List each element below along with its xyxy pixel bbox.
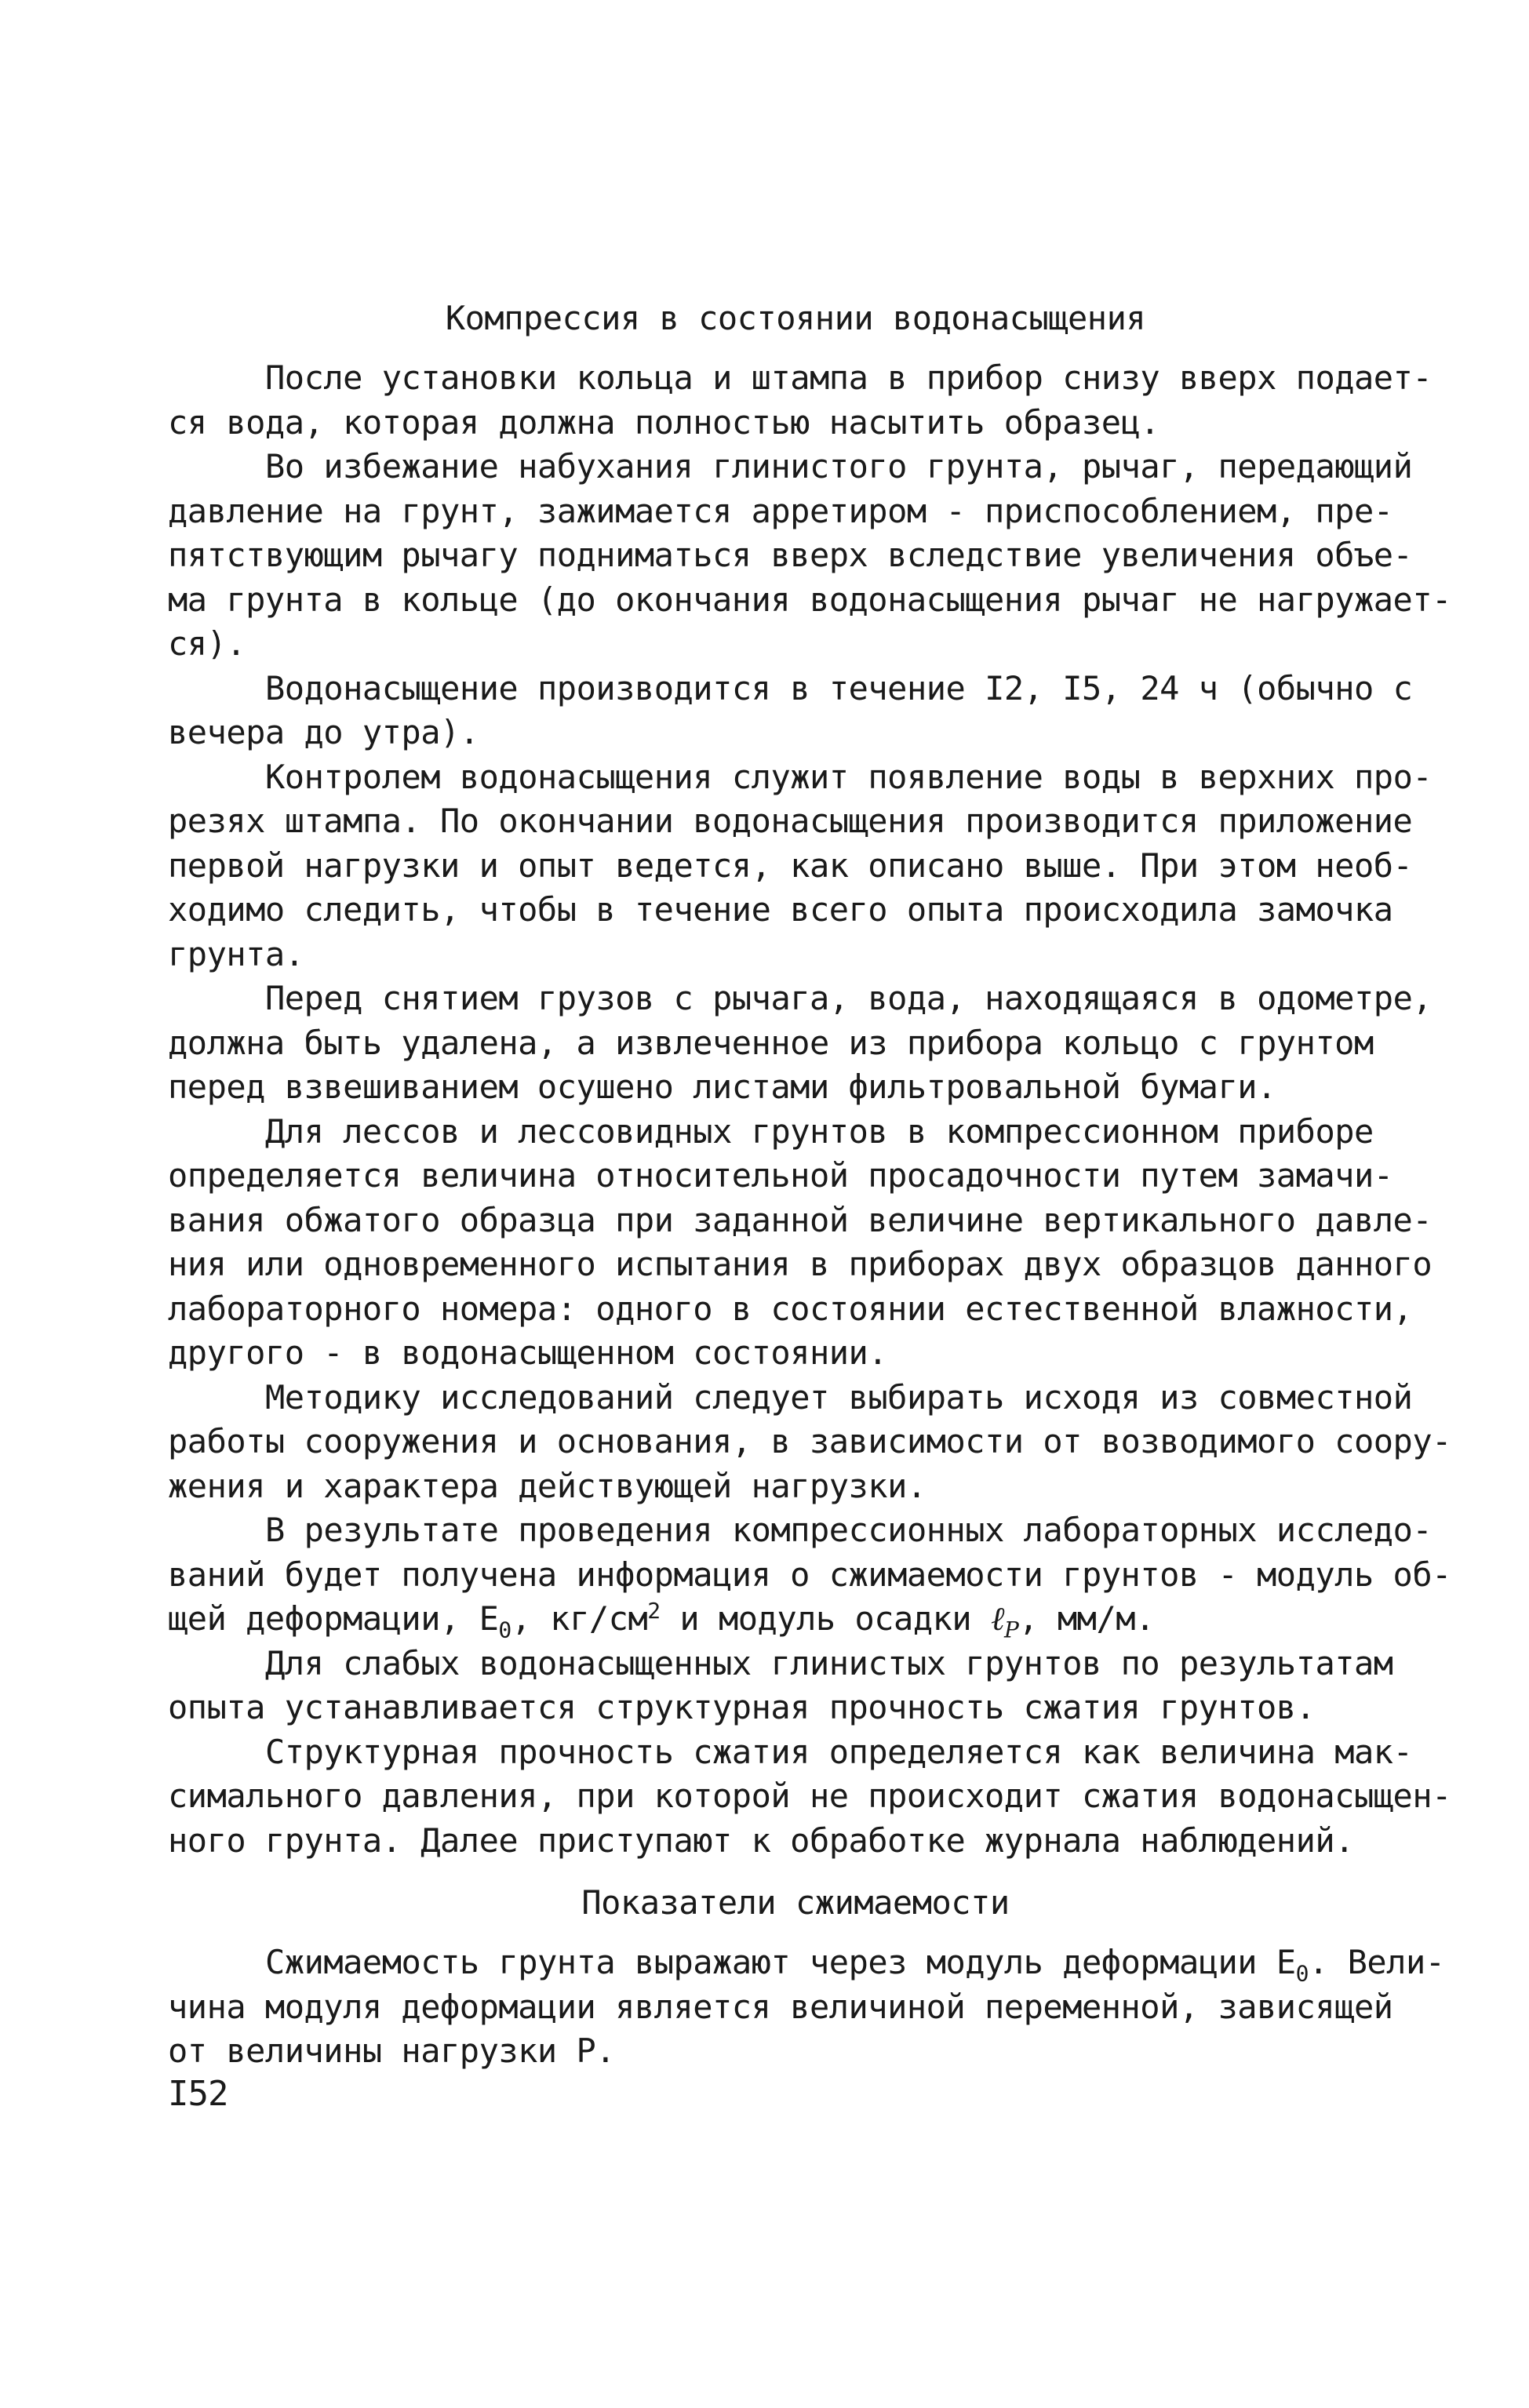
text-line: Во избежание набухания глинистого грунта, рычаг, передающий — [265, 447, 1413, 486]
text-line: другого - в водонасыщенном состоянии. — [168, 1333, 888, 1372]
text-line: пятствующим рычагу подниматься вверх вследствие увеличения объе- — [168, 536, 1413, 574]
settlement-modulus-symbol: ℓ — [990, 1599, 1004, 1638]
section-2 — [168, 1881, 1392, 1926]
text-line: ваний будет получена информация о сжимаемости грунтов - модуль об- — [168, 1555, 1451, 1594]
formula-line — [168, 1597, 1392, 1642]
text-line: первой нагрузки и опыт ведется, как описано выше. При этом необ- — [168, 846, 1413, 885]
text-line: симального давления, при которой не происходит сжатия водонасыщен- — [168, 1777, 1451, 1815]
text-line: ма грунта в кольце (до окончания водонасыщения рычаг не нагружает- — [168, 580, 1451, 619]
text-line: ния или одновременного испытания в приборах двух образцов данного — [168, 1245, 1433, 1283]
text-line: Методику исследований следует выбирать исходя из совместной — [265, 1377, 1413, 1417]
text-line: определяется величина относительной просадочности путем замачи- — [168, 1156, 1393, 1195]
text-line: ного грунта. Далее приступают к обработке журнала наблюдений. — [168, 1821, 1354, 1860]
text-line: давление на грунт, зажимается арретиром - приспособлением, пре- — [168, 491, 1393, 530]
text-line: вания обжатого образца при заданной величине вертикального давле- — [168, 1200, 1433, 1239]
subscript: 0 — [498, 1617, 511, 1643]
formula-text: , кг/см — [511, 1599, 648, 1638]
text-line: ся). — [168, 624, 246, 663]
text-line: жения и характера действующей нагрузки. — [168, 1466, 927, 1505]
formula-text: и модуль осадки — [660, 1599, 991, 1638]
formula-text: Сжимаемость грунта выражают через модуль деформации E — [265, 1943, 1296, 1981]
body-text-1 — [168, 356, 1451, 1863]
section-heading: Компрессия в состоянии водонасыщения — [445, 299, 1146, 337]
text-line: Для лессов и лессовидных грунтов в компрессионном приборе — [265, 1111, 1374, 1151]
text-line: Контролем водонасыщения служит появление воды в верхних про- — [265, 757, 1433, 796]
text-line: от величины нагрузки P. — [168, 2032, 616, 2070]
text-line: должна быть удалена, а извлеченное из прибора кольцо с грунтом — [168, 1023, 1374, 1062]
formula-line — [168, 1941, 1445, 1987]
text-line: работы сооружения и основания, в зависимости от возводимого соору- — [168, 1422, 1451, 1460]
text-line: опыта устанавливается структурная прочность сжатия грунтов. — [168, 1688, 1316, 1726]
section-1 — [168, 296, 1392, 341]
text-line: ходимо следить, чтобы в течение всего опыта происходила замочка — [168, 890, 1393, 929]
text-line: Водонасыщение производится в течение I2, I5, 24 ч (обычно с — [265, 668, 1413, 707]
text-line: лабораторного номера: одного в состоянии естественной влажности, — [168, 1289, 1413, 1328]
text-line: Перед снятием грузов с рычага, вода, находящаяся в одометре, — [265, 979, 1433, 1017]
formula-text: щей деформации, E — [168, 1599, 499, 1638]
text-line: резях штампа. По окончании водонасыщения производится приложение — [168, 802, 1413, 840]
superscript: 2 — [647, 1598, 661, 1624]
formula-text: , мм/м. — [1018, 1599, 1155, 1638]
formula-text: . Вели- — [1309, 1943, 1445, 1981]
text-line: чина модуля деформации является величиной переменной, зависящей — [168, 1987, 1393, 2026]
text-line: вечера до утра). — [168, 713, 479, 751]
body-text-2 — [168, 1941, 1445, 2074]
text-line: Для слабых водонасыщенных глинистых грунтов по результатам — [265, 1643, 1393, 1682]
subscript: P — [1003, 1617, 1019, 1643]
text-line: В результате проведения компрессионных лабораторных исследо- — [265, 1511, 1433, 1549]
page-number: I52 — [168, 2074, 228, 2114]
subscript: 0 — [1295, 1960, 1309, 1987]
section-heading: Показатели сжимаемости — [581, 1883, 1010, 1922]
text-line: После установки кольца и штампа в прибор снизу вверх подает- — [265, 358, 1433, 397]
text-line: грунта. — [168, 934, 304, 973]
text-line: перед взвешиванием осушено листами фильтровальной бумаги. — [168, 1068, 1276, 1106]
text-line: ся вода, которая должна полностью насытить образец. — [168, 402, 1160, 442]
text-line: Структурная прочность сжатия определяется как величина мак- — [265, 1732, 1413, 1771]
